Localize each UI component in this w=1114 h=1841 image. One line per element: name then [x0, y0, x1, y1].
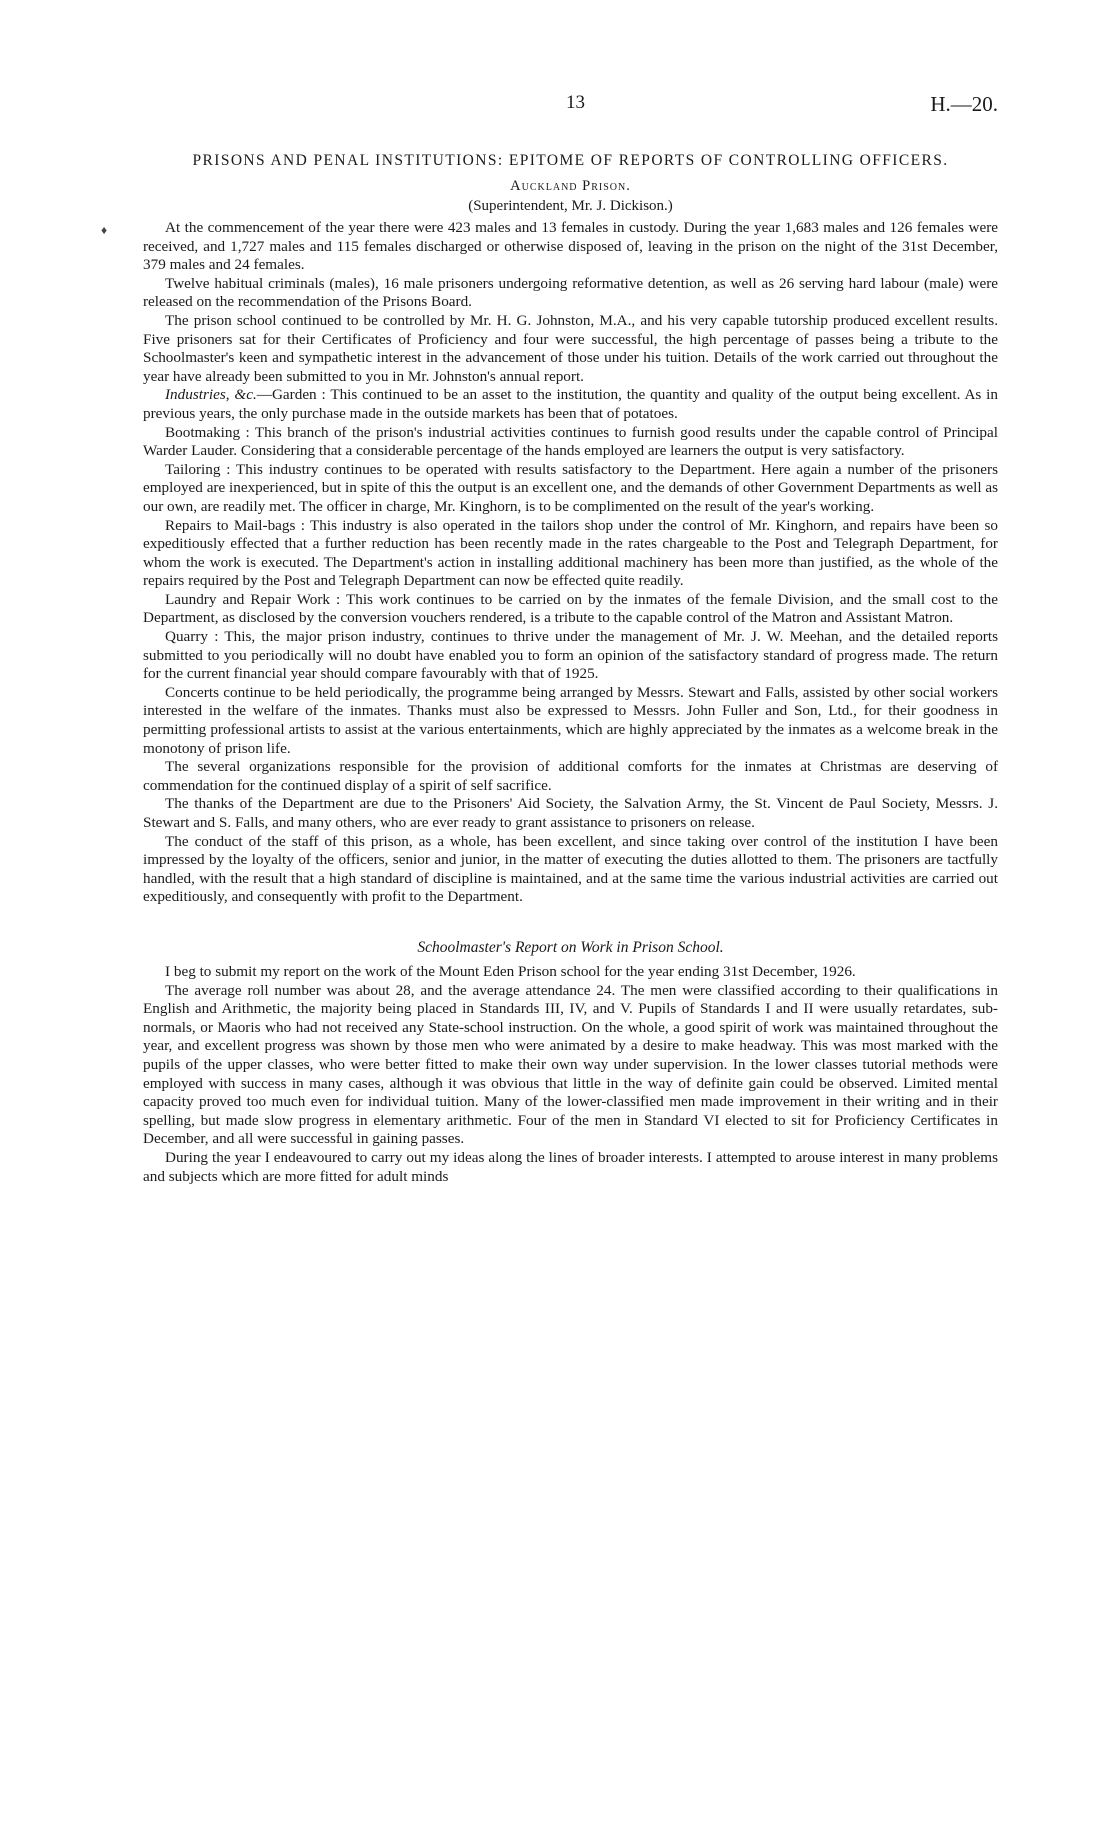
- paragraph: Tailoring : This industry continues to be operated with results satisfactory to the Department. Here again a number of the prisoners employed are inexperienced, but in spite of this the output is an excellent one, and the demands of other Government Departments as well as our own, are readily met. The officer in charge, Mr. Kinghorn, is to be complimented on the result of the year's working.: [143, 460, 998, 515]
- paragraph-industries: [143, 386, 998, 423]
- page-header: [143, 92, 998, 128]
- paragraph: The thanks of the Department are due to the Prisoners' Aid Society, the Salvation Army, the St. Vincent de Paul Society, Messrs. J. Stewart and S. Falls, and many others, who are ever ready to grant assistance to prisoners on release.: [143, 795, 998, 831]
- industries-lead: Industries, &c.: [165, 386, 257, 404]
- paragraph: Repairs to Mail-bags : This industry is also operated in the tailors shop under the control of Mr. Kinghorn, and repairs have been so expeditiously effected that a further reduction has been recently made in the rates chargeable to the Post and Telegraph Department, for whom the work is executed. The Department's action in installing additional machinery has been more than justified, as the whole of the repairs required by the Post and Telegraph Department can now be effected quite readily.: [143, 516, 998, 590]
- superintendent-byline: (Superintendent, Mr. J. Dickison.): [468, 198, 673, 214]
- paragraph: The average roll number was about 28, and the average attendance 24. The men were classified according to their qualifications in English and Arithmetic, the majority being placed in Standards III, IV, and V. Pupils of Standards I and II were usually retardates, sub-normals, or Maoris who had not received any State-school instruction. On the whole, a good spirit of work was maintained throughout the year, and excellent progress was shown by those men who were animated by a desire to make headway. This was most marked with the pupils of the upper classes, who were better fitted to make their own way under supervision. In the lower classes tutorial methods were employed with success in many cases, although it was obvious that little in the way of definite gain could be observed. Limited mental capacity proved too much even for individual tuition. Many of the lower-classified men made improvement in their writing and in their spelling, but made slow progress in elementary arithmetic. Four of the men in Standard VI elected to sit for Proficiency Certificates in December, and all were successful in gaining passes.: [143, 981, 998, 1148]
- paragraph: Bootmaking : This branch of the prison's industrial activities continues to furnish good results under the capable control of Principal Warder Lauder. Considering that a considerable percentage of the hands employed are learners the output is very satisfactory.: [143, 423, 998, 460]
- paragraph: The several organizations responsible for the provision of additional comforts for the inmates at Christmas are deserving of commendation for the continued display of a spirit of self sacrifice.: [143, 758, 998, 794]
- paragraph: The prison school continued to be controlled by Mr. H. G. Johnston, M.A., and his very capable tutorship produced excellent results. Five prisoners sat for their Certificates of Proficiency and four were successful, the high percentage of passes being a tribute to the Schoolmaster's keen and sympathetic interest in the advancement of those under his tuition. Details of the work carried out throughout the year have already been submitted to you in Mr. Johnston's annual report.: [143, 311, 998, 385]
- page-title: PRISONS AND PENAL INSTITUTIONS: EPITOME OF REPORTS OF CONTROLLING OFFICERS.: [192, 152, 949, 169]
- margin-mark: ♦: [101, 223, 108, 237]
- paragraph: Laundry and Repair Work : This work continues to be carried on by the inmates of the female Division, and the small cost to the Department, as disclosed by the conversion vouchers rendered, is a tribute to the capable control of the Matron and Assistant Matron.: [143, 590, 998, 627]
- paragraph: Concerts continue to be held periodically, the programme being arranged by Messrs. Stewart and Falls, assisted by other social workers interested in the welfare of the inmates. Thanks must also be expressed to Messrs. John Fuller and Son, Ltd., for their goodness in permitting professional artists to assist at the various entertainments, which are highly appreciated by the inmates as a welcome break in the monotony of prison life.: [143, 683, 998, 757]
- paragraph: I beg to submit my report on the work of the Mount Eden Prison school for the year ending 31st December, 1926.: [165, 962, 856, 980]
- paragraph: The conduct of the staff of this prison, as a whole, has been excellent, and since taking over control of the institution I have been impressed by the loyalty of the officers, senior and junior, in the matter of executing the duties allotted to them. The prisoners are tactfully handled, with the result that a high standard of discipline is maintained, and at the same time the various industrial activities are carried out expeditiously, and consequently with profit to the Department.: [143, 832, 998, 906]
- paragraph: During the year I endeavoured to carry out my ideas along the lines of broader interests. I attempted to arouse interest in many problems and subjects which are more fitted for adult minds: [143, 1148, 998, 1185]
- document-reference: H.—20.: [930, 92, 998, 116]
- paragraph: Quarry : This, the major prison industry, continues to thrive under the management of Mr. J. W. Meehan, and the detailed reports submitted to you periodically will no doubt have enabled you to form an opinion of the satisfactory standard of progress made. The return for the current financial year should compare favourably with that of 1925.: [143, 628, 998, 683]
- industries-text: —Garden : This continued to be an asset to the institution, the quantity and quality of the output being excellent. As in previous years, the only purchase made in the outside markets has been that of potatoes.: [143, 386, 998, 422]
- page-number: 13: [566, 92, 585, 113]
- document-page: [143, 92, 998, 1186]
- section-heading-auckland: Auckland Prison.: [510, 178, 631, 194]
- paragraph: At the commencement of the year there were 423 males and 13 females in custody. During the year 1,683 males and 126 females were received, and 1,727 males and 115 females discharged or otherwise disposed of, leaving in the prison on the night of the 31st December, 379 males and 24 females.: [143, 219, 998, 274]
- section-heading-schoolmaster: Schoolmaster's Report on Work in Prison School.: [417, 938, 724, 956]
- paragraph: Twelve habitual criminals (males), 16 male prisoners undergoing reformative detention, as well as 26 serving hard labour (male) were released on the recommendation of the Prisons Board.: [143, 274, 998, 311]
